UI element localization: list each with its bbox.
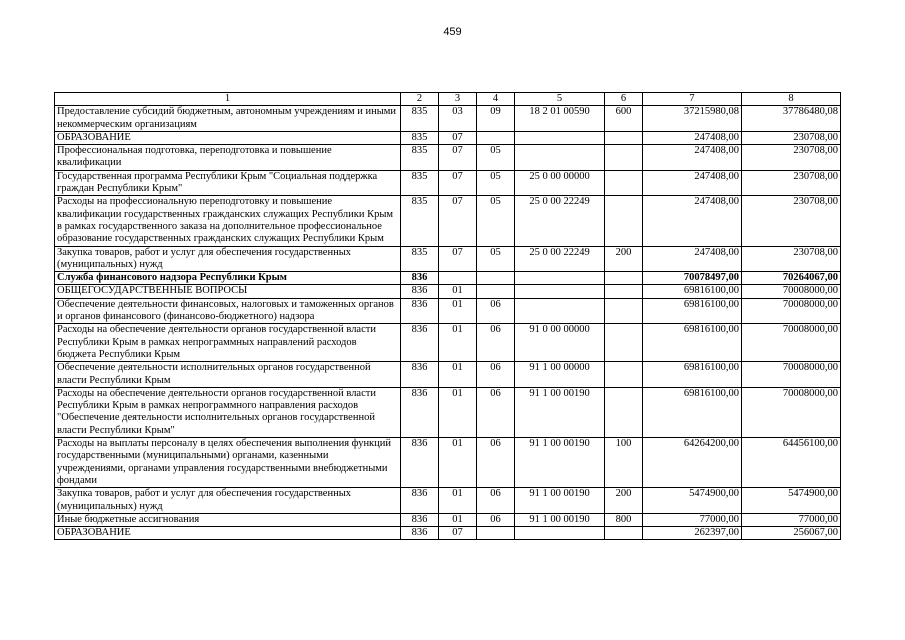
- table-row: [55, 196, 841, 246]
- section-code: 07: [439, 246, 477, 272]
- subsection-code: 06: [477, 362, 515, 388]
- subsection-code: 09: [477, 106, 515, 132]
- row-name: Расходы на обеспечение деятельности органов государственной власти Республики Крым в рамках непрограммного направления расходов "Обеспечение деятельности исполнительных органов государственной власти Республики Крым": [55, 387, 401, 437]
- section-code: 07: [439, 527, 477, 540]
- section-code: 01: [439, 285, 477, 298]
- table-row: [55, 106, 841, 132]
- subsection-code: [477, 527, 515, 540]
- column-header-2: 2: [401, 93, 439, 106]
- row-name: Закупка товаров, работ и услуг для обеспечения государственных (муниципальных) нужд: [55, 246, 401, 272]
- subsection-code: 05: [477, 145, 515, 171]
- ministry-code: 836: [401, 324, 439, 362]
- row-name: Предоставление субсидий бюджетным, автономным учреждениям и иными некоммерческим организациям: [55, 106, 401, 132]
- amount-year-2: 256067,00: [742, 527, 841, 540]
- target-article: 91 1 00 00190: [515, 513, 605, 526]
- table-row: [55, 362, 841, 388]
- row-name: Обеспечение деятельности исполнительных органов государственной власти Республики Крым: [55, 362, 401, 388]
- amount-year-2: 5474900,00: [742, 488, 841, 514]
- expense-type: [605, 131, 643, 144]
- ministry-code: 836: [401, 513, 439, 526]
- column-number-row: [55, 93, 841, 106]
- page-number: 459: [443, 26, 462, 38]
- target-article: 91 1 00 00190: [515, 438, 605, 488]
- table-row: [55, 131, 841, 144]
- table-row: [55, 272, 841, 285]
- amount-year-1: 69816100,00: [643, 324, 742, 362]
- target-article: 25 0 00 22249: [515, 246, 605, 272]
- row-name: ОБРАЗОВАНИЕ: [55, 131, 401, 144]
- row-name: ОБЩЕГОСУДАРСТВЕННЫЕ ВОПРОСЫ: [55, 285, 401, 298]
- row-name: Обеспечение деятельности финансовых, налоговых и таможенных органов и органов финансового (финансово-бюджетного) надзора: [55, 298, 401, 324]
- expense-type: 800: [605, 513, 643, 526]
- amount-year-1: 247408,00: [643, 131, 742, 144]
- expense-type: [605, 362, 643, 388]
- table-row: [55, 438, 841, 488]
- subsection-code: 06: [477, 387, 515, 437]
- section-code: [439, 272, 477, 285]
- amount-year-2: 230708,00: [742, 170, 841, 196]
- expense-type: [605, 196, 643, 246]
- subsection-code: [477, 272, 515, 285]
- target-article: 91 1 00 00000: [515, 362, 605, 388]
- amount-year-1: 247408,00: [643, 170, 742, 196]
- amount-year-1: 262397,00: [643, 527, 742, 540]
- expense-type: 100: [605, 438, 643, 488]
- subsection-code: 05: [477, 246, 515, 272]
- ministry-code: 835: [401, 246, 439, 272]
- row-name: Государственная программа Республики Крым "Социальная поддержка граждан Республики Крым": [55, 170, 401, 196]
- amount-year-1: 247408,00: [643, 196, 742, 246]
- section-code: 01: [439, 488, 477, 514]
- table-row: [55, 170, 841, 196]
- amount-year-1: 247408,00: [643, 246, 742, 272]
- target-article: [515, 285, 605, 298]
- ministry-code: 836: [401, 272, 439, 285]
- section-code: 01: [439, 324, 477, 362]
- amount-year-1: 69816100,00: [643, 285, 742, 298]
- row-name: Расходы на обеспечение деятельности органов государственной власти Республики Крым в рамках непрограммных направлений расходов бюджета Республики Крым: [55, 324, 401, 362]
- table-row: [55, 513, 841, 526]
- column-header-5: 5: [515, 93, 605, 106]
- ministry-code: 836: [401, 285, 439, 298]
- ministry-code: 836: [401, 527, 439, 540]
- target-article: 25 0 00 00000: [515, 170, 605, 196]
- target-article: [515, 527, 605, 540]
- ministry-code: 836: [401, 298, 439, 324]
- ministry-code: 835: [401, 145, 439, 171]
- table-row: [55, 285, 841, 298]
- subsection-code: 06: [477, 488, 515, 514]
- expense-type: [605, 285, 643, 298]
- expense-type: [605, 272, 643, 285]
- column-header-6: 6: [605, 93, 643, 106]
- subsection-code: 06: [477, 298, 515, 324]
- amount-year-2: 230708,00: [742, 246, 841, 272]
- expense-type: [605, 145, 643, 171]
- table-row: [55, 488, 841, 514]
- column-header-8: 8: [742, 93, 841, 106]
- row-name: Расходы на профессиональную переподготовку и повышение квалификации государственных гражданских служащих Республики Крым в рамках государственного заказа на дополнительное профессиональное образование государственных гражданских служащих Республики Крым: [55, 196, 401, 246]
- amount-year-1: 69816100,00: [643, 387, 742, 437]
- expense-type: [605, 324, 643, 362]
- table-row: [55, 298, 841, 324]
- subsection-code: 06: [477, 324, 515, 362]
- column-header-1: 1: [55, 93, 401, 106]
- target-article: [515, 298, 605, 324]
- section-code: 03: [439, 106, 477, 132]
- amount-year-2: 70008000,00: [742, 362, 841, 388]
- row-name: Расходы на выплаты персоналу в целях обеспечения выполнения функций государственными (муниципальными) органами, казенными учреждениями, органами управления государственными внебюджетными фондами: [55, 438, 401, 488]
- target-article: 91 1 00 00190: [515, 488, 605, 514]
- subsection-code: [477, 285, 515, 298]
- section-code: 07: [439, 196, 477, 246]
- amount-year-1: 70078497,00: [643, 272, 742, 285]
- amount-year-2: 230708,00: [742, 145, 841, 171]
- section-code: 01: [439, 298, 477, 324]
- subsection-code: [477, 131, 515, 144]
- section-code: 01: [439, 362, 477, 388]
- expense-type: [605, 527, 643, 540]
- ministry-code: 835: [401, 106, 439, 132]
- expense-type: [605, 170, 643, 196]
- target-article: [515, 272, 605, 285]
- amount-year-1: 69816100,00: [643, 362, 742, 388]
- amount-year-2: 37786480,08: [742, 106, 841, 132]
- table-row: [55, 324, 841, 362]
- amount-year-1: 247408,00: [643, 145, 742, 171]
- section-code: 07: [439, 145, 477, 171]
- expense-type: 200: [605, 488, 643, 514]
- amount-year-2: 70008000,00: [742, 324, 841, 362]
- column-header-4: 4: [477, 93, 515, 106]
- section-code: 07: [439, 131, 477, 144]
- amount-year-2: 230708,00: [742, 196, 841, 246]
- row-name: Служба финансового надзора Республики Крым: [55, 272, 401, 285]
- table-body: [55, 106, 841, 540]
- subsection-code: 06: [477, 438, 515, 488]
- target-article: 25 0 00 22249: [515, 196, 605, 246]
- amount-year-1: 37215980,08: [643, 106, 742, 132]
- amount-year-2: 64456100,00: [742, 438, 841, 488]
- ministry-code: 835: [401, 170, 439, 196]
- column-header-7: 7: [643, 93, 742, 106]
- amount-year-2: 70008000,00: [742, 285, 841, 298]
- budget-table: [54, 92, 841, 540]
- section-code: 01: [439, 387, 477, 437]
- row-name: Закупка товаров, работ и услуг для обеспечения государственных (муниципальных) нужд: [55, 488, 401, 514]
- ministry-code: 835: [401, 131, 439, 144]
- ministry-code: 836: [401, 362, 439, 388]
- table-row: [55, 387, 841, 437]
- target-article: 18 2 01 00590: [515, 106, 605, 132]
- amount-year-2: 77000,00: [742, 513, 841, 526]
- section-code: 01: [439, 438, 477, 488]
- table-row: [55, 527, 841, 540]
- subsection-code: 06: [477, 513, 515, 526]
- amount-year-2: 230708,00: [742, 131, 841, 144]
- table-row: [55, 145, 841, 171]
- amount-year-2: 70264067,00: [742, 272, 841, 285]
- table-row: [55, 246, 841, 272]
- expense-type: [605, 387, 643, 437]
- ministry-code: 836: [401, 387, 439, 437]
- section-code: 07: [439, 170, 477, 196]
- subsection-code: 05: [477, 170, 515, 196]
- section-code: 01: [439, 513, 477, 526]
- target-article: 91 1 00 00190: [515, 387, 605, 437]
- amount-year-1: 69816100,00: [643, 298, 742, 324]
- amount-year-2: 70008000,00: [742, 298, 841, 324]
- amount-year-1: 77000,00: [643, 513, 742, 526]
- expense-type: [605, 298, 643, 324]
- amount-year-2: 70008000,00: [742, 387, 841, 437]
- subsection-code: 05: [477, 196, 515, 246]
- row-name: Иные бюджетные ассигнования: [55, 513, 401, 526]
- column-header-3: 3: [439, 93, 477, 106]
- target-article: [515, 145, 605, 171]
- amount-year-1: 64264200,00: [643, 438, 742, 488]
- ministry-code: 836: [401, 488, 439, 514]
- row-name: ОБРАЗОВАНИЕ: [55, 527, 401, 540]
- ministry-code: 836: [401, 438, 439, 488]
- ministry-code: 835: [401, 196, 439, 246]
- row-name: Профессиональная подготовка, переподготовка и повышение квалификации: [55, 145, 401, 171]
- expense-type: 600: [605, 106, 643, 132]
- amount-year-1: 5474900,00: [643, 488, 742, 514]
- target-article: 91 0 00 00000: [515, 324, 605, 362]
- expense-type: 200: [605, 246, 643, 272]
- target-article: [515, 131, 605, 144]
